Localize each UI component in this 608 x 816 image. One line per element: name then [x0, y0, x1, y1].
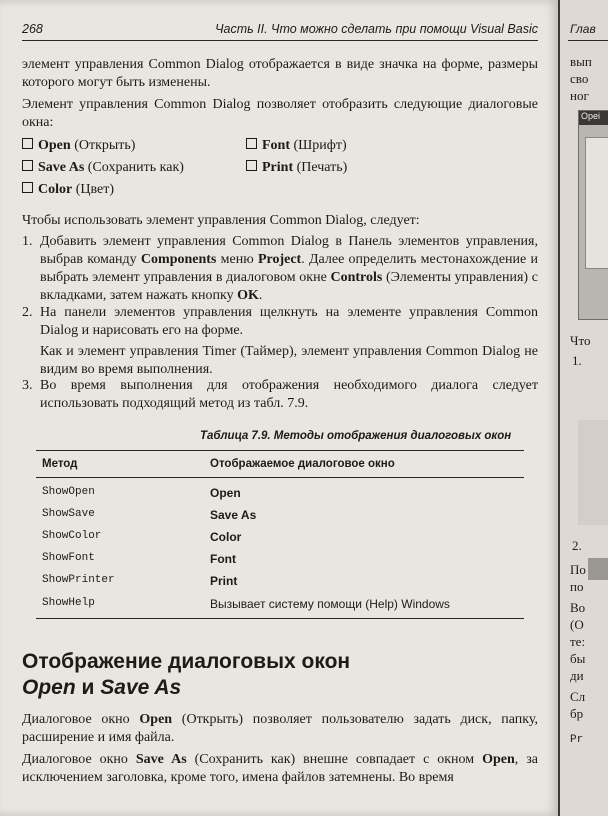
part-title: Часть II. Что можно сделать при помощи Visual Basic — [215, 22, 538, 36]
right-page-text: Сл — [570, 689, 586, 704]
right-page-figure — [578, 420, 608, 525]
right-page-header: Глав — [570, 22, 596, 36]
table-header-rule — [36, 477, 524, 478]
right-page-text: Во — [570, 600, 586, 615]
table-header-dialog: Отображаемое диалоговое окно — [210, 458, 395, 470]
option-font: Font (Шрифт) — [246, 137, 347, 155]
table-top-rule — [36, 450, 524, 451]
section-heading-line2: Open и Save As — [22, 676, 182, 699]
right-page-text: ди — [570, 668, 584, 683]
right-page-icon-block — [588, 558, 608, 580]
step-3: 3. Во время выполнения для отображения необходимого диалога следует использовать подходящий метод из табл. 7.9. — [22, 378, 538, 411]
option-save-as: Save As (Сохранить как) — [22, 159, 184, 177]
table-cell-method: ShowColor — [42, 530, 102, 542]
right-page-text: (О — [570, 617, 584, 632]
table-cell-dialog: Font — [210, 552, 236, 566]
checkbox-square-icon — [246, 138, 257, 149]
step-2: 2. На панели элементов управления щелкнуть на элементе управления Common Dialog и нарисовать его на форме. Как и элемент управления Timer (Таймер), элемент управления Common Dialog не видим во время выполнения. — [22, 305, 538, 377]
table-header-method: Метод — [42, 458, 78, 470]
right-header-rule — [568, 40, 608, 41]
step-1: 1. Добавить элемент управления Common Dialog в Панель элементов управления, выбрав команду Components меню Project. Далее определить местонахождение и выбрать элемент управления в диалоговом окне Controls (Элементы управления) с вкладками, затем нажать кнопку OK. — [22, 234, 539, 303]
table-cell-method: ShowSave — [42, 508, 95, 520]
right-page-text: те: — [570, 634, 586, 649]
table-bottom-rule — [36, 618, 524, 619]
table-cell-dialog: Color — [210, 530, 242, 544]
checkbox-square-icon — [246, 160, 257, 171]
option-color: Color (Цвет) — [22, 181, 114, 199]
table-cell-dialog: Вызывает систему помощи (Help) Windows — [210, 597, 450, 611]
paragraph-open-dialog: Диалоговое окно Open (Открыть) позволяет пользователю задать диск, папку, расширение и имя файла. — [22, 712, 539, 745]
section-heading-line1: Отображение диалоговых окон — [22, 650, 351, 673]
right-page-text: Что — [570, 333, 591, 348]
table-caption: Таблица 7.9. Методы отображения диалоговых окон — [200, 430, 512, 442]
table-cell-method: ShowHelp — [42, 597, 95, 609]
dialog-thumbnail-list — [585, 137, 608, 269]
table-cell-dialog: Print — [210, 574, 238, 588]
table-cell-dialog: Open — [210, 486, 241, 500]
table-cell-method: ShowOpen — [42, 486, 95, 498]
checkbox-square-icon — [22, 160, 33, 171]
page-number: 268 — [22, 22, 43, 36]
paragraph-usage: Чтобы использовать элемент управления Common Dialog, следует: — [22, 213, 420, 228]
table-cell-dialog: Save As — [210, 508, 257, 522]
dialog-thumbnail-title: Opei — [579, 111, 608, 125]
running-header — [22, 20, 538, 41]
option-open: Open (Открыть) — [22, 137, 135, 155]
right-page-text: 2. — [572, 538, 582, 553]
right-page-text: бр — [570, 706, 584, 721]
right-page-text: ног — [570, 88, 589, 103]
right-page-code-text: Pr — [570, 734, 584, 746]
paragraph-dialogs: Элемент управления Common Dialog позволяет отобразить следующие диалоговые окна: — [22, 97, 538, 130]
right-page-text: бы — [570, 651, 586, 666]
checkbox-square-icon — [22, 138, 33, 149]
paragraph-intro: элемент управления Common Dialog отображается в виде значка на форме, размеры которого могут быть изменены. — [22, 57, 538, 90]
right-page-text: 1. — [572, 353, 582, 368]
table-cell-method: ShowFont — [42, 552, 95, 564]
book-page-right-edge — [558, 0, 608, 816]
right-page-text: сво — [570, 71, 589, 86]
right-page-text: вып — [570, 54, 592, 69]
table-cell-method: ShowPrinter — [42, 574, 115, 586]
dialog-screenshot-thumbnail — [578, 110, 608, 320]
right-page-text: По — [570, 562, 586, 577]
checkbox-square-icon — [22, 182, 33, 193]
right-page-text: по — [570, 579, 584, 594]
option-print: Print (Печать) — [246, 159, 347, 177]
paragraph-save-as-dialog: Диалоговое окно Save As (Сохранить как) внешне совпадает с окном Open, за исключением заголовка, кроме того, имена файлов затемнены. Во время — [22, 752, 539, 785]
